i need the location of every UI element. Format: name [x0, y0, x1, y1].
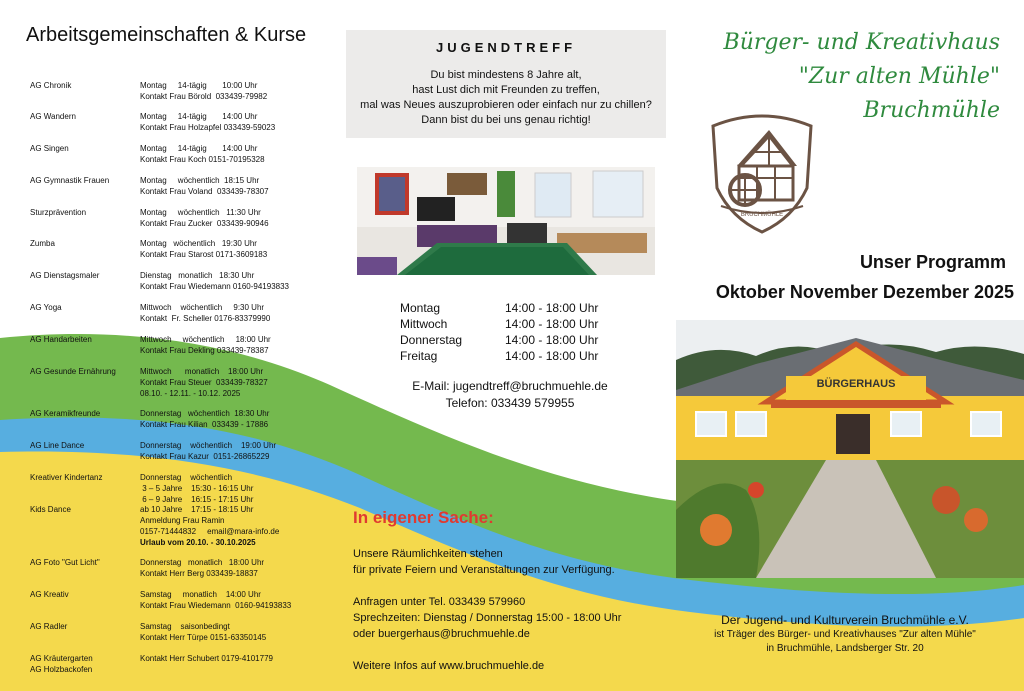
jugendtreff-box	[346, 30, 666, 138]
hours-day: Mittwoch	[400, 317, 448, 331]
course-name: AG Keramikfreunde	[30, 409, 101, 418]
course-detail-line: Mittwoch monatlich 18:00 Uhr	[140, 367, 264, 376]
hours-day: Donnerstag	[400, 333, 463, 347]
course-details	[140, 207, 340, 229]
course-detail-line: 0157-71444832 email@mara-info.de	[140, 527, 280, 536]
course-detail-line: Anmeldung Frau Ramin	[140, 516, 225, 525]
course-details	[140, 270, 340, 292]
hours-day: Freitag	[400, 349, 438, 363]
hours-time: 14:00 - 18:00 Uhr	[505, 301, 599, 315]
course-name: AG Chronik	[30, 81, 72, 90]
course-details	[140, 302, 340, 324]
jugendtreff-hours	[400, 300, 598, 364]
jugendtreff-text-line: hast Lust dich mit Freunden zu treffen,	[412, 84, 600, 96]
course-detail-line: Montag wöchentlich 11:30 Uhr	[140, 208, 261, 217]
eig-line: für private Feiern und Veranstaltungen zur Verfügung.	[353, 564, 615, 576]
course-name: Zumba	[30, 239, 55, 248]
course-detail-line: Kontakt Frau Koch 0151-70195328	[140, 155, 265, 164]
course-detail-line: Montag 14-tägig 14:00 Uhr	[140, 144, 258, 153]
course-detail-line: Kontakt Herr Türpe 0151-63350145	[140, 633, 267, 642]
course-name: AG Gymnastik Frauen	[30, 176, 110, 185]
course-name: AG Wandern	[30, 112, 76, 121]
hours-time: 14:00 - 18:00 Uhr	[505, 317, 599, 331]
eig-paragraph	[353, 658, 653, 674]
course-detail-line: Kontakt Herr Berg 033439-18837	[140, 569, 258, 578]
hours-row	[400, 300, 598, 316]
course-detail-line: 6 – 9 Jahre 16:15 - 17:15 Uhr	[140, 495, 254, 504]
buergerhaus-photo	[676, 320, 1024, 578]
course-details	[140, 472, 340, 505]
hours-time: 14:00 - 18:00 Uhr	[505, 349, 599, 363]
course-detail-line: ab 10 Jahre 17:15 - 18:15 Uhr	[140, 505, 254, 514]
course-detail-line: Kontakt Frau Wiedemann 0160-94193833	[140, 282, 289, 291]
jugendtreff-contact	[360, 378, 660, 412]
course-details	[140, 408, 340, 430]
course-detail-line: Montag wöchentlich 18:15 Uhr	[140, 176, 260, 185]
course-name: Sturzprävention	[30, 208, 87, 217]
jugendtreff-text-line: mal was Neues auszuprobieren oder einfach nur zu chillen?	[360, 99, 652, 111]
hours-time: 14:00 - 18:00 Uhr	[505, 333, 599, 347]
course-detail-line: Donnerstag wöchentlich	[140, 473, 233, 482]
course-name: Kreativer Kindertanz	[30, 473, 103, 482]
course-detail-line: Kontakt Frau Zucker 033439-90946	[140, 219, 269, 228]
course-details	[140, 621, 340, 643]
eig-line[interactable]: oder buergerhaus@bruchmuehle.de	[353, 628, 530, 640]
course-details	[140, 504, 340, 548]
eig-line: Anfragen unter Tel. 033439 579960	[353, 596, 526, 608]
house-sign-text: BÜRGERHAUS	[816, 378, 896, 390]
course-name: AG Radler	[30, 622, 68, 631]
course-name: AG Holzbackofen	[30, 665, 93, 674]
course-detail-line: Kontakt Frau Dekling 033439-78387	[140, 346, 269, 355]
course-name: AG Kräutergarten	[30, 654, 93, 663]
course-name: AG Yoga	[30, 303, 62, 312]
course-note: Urlaub vom 20.10. - 30.10.2025	[140, 538, 256, 547]
course-details	[140, 440, 340, 462]
course-detail-line: Kontakt Frau Kilian 033439 - 17886	[140, 420, 269, 429]
jugendtreff-phone: Telefon: 033439 579955	[445, 396, 575, 410]
jugendtreff-title: JUGENDTREFF	[435, 40, 577, 55]
course-details	[140, 366, 340, 399]
course-detail-line: Mittwoch wöchentlich 18:00 Uhr	[140, 335, 271, 344]
course-detail-line: Kontakt Frau Starost 0171-3609183	[140, 250, 268, 259]
eig-paragraph	[353, 594, 653, 642]
verein-name: Der Jugend- und Kulturverein Bruchmühle e.V.	[721, 613, 969, 627]
hours-row	[400, 332, 598, 348]
verein-address: in Bruchmühle, Landsberger Str. 20	[766, 643, 924, 654]
course-detail-line: Montag 14-tägig 10:00 Uhr	[140, 81, 258, 90]
course-detail-line: 3 – 5 Jahre 15:30 - 16:15 Uhr	[140, 484, 254, 493]
course-details	[140, 143, 340, 165]
course-details	[140, 653, 340, 664]
hours-row	[400, 316, 598, 332]
course-name: AG Line Dance	[30, 441, 85, 450]
mill-logo	[703, 108, 821, 236]
course-details	[140, 238, 340, 260]
verein-info	[680, 612, 1010, 656]
eig-line[interactable]: Weitere Infos auf www.bruchmuehle.de	[353, 660, 545, 672]
jugendtreff-text	[346, 68, 666, 128]
program-period: Oktober November Dezember 2025	[715, 282, 1014, 302]
course-name: AG Gesunde Ernährung	[30, 367, 116, 376]
courses-title: Arbeitsgemeinschaften & Kurse	[26, 24, 307, 46]
house-title-line: "Zur alten Mühle"	[798, 64, 1000, 89]
course-detail-line: Kontakt Frau Börold 033439-79982	[140, 92, 268, 101]
course-name: Kids Dance	[30, 505, 71, 514]
course-details	[140, 80, 340, 102]
eig-paragraph	[353, 546, 653, 578]
course-detail-line: Montag 14-tägig 14:00 Uhr	[140, 112, 258, 121]
logo-text: BRUCHMÜHLE	[740, 212, 784, 218]
hours-day: Montag	[400, 301, 441, 315]
eigener-sache-text	[353, 546, 653, 674]
course-details	[140, 589, 340, 611]
course-detail-line: Mittwoch wöchentlich 9:30 Uhr	[140, 303, 265, 312]
course-detail-line: Samstag monatlich 14:00 Uhr	[140, 590, 261, 599]
house-title-line: Bürger- und Kreativhaus	[723, 30, 1000, 55]
course-name: AG Dienstagsmaler	[30, 271, 100, 280]
course-detail-line: Kontakt Frau Holzapfel 033439-59023	[140, 123, 276, 132]
eig-line: Unsere Räumlichkeiten stehen	[353, 548, 503, 560]
jugendtreff-text-line: Du bist mindestens 8 Jahre alt,	[430, 69, 582, 81]
eig-line: Sprechzeiten: Dienstag / Donnerstag 15:00 - 18:00 Uhr	[353, 612, 622, 624]
jugendtreff-email[interactable]: E-Mail: jugendtreff@bruchmuehle.de	[412, 379, 608, 393]
jugendtreff-text-line: Dann bist du bei uns genau richtig!	[421, 114, 591, 126]
course-details	[140, 557, 340, 579]
course-details	[140, 334, 340, 356]
course-detail-line: Kontakt Fr. Scheller 0176-83379990	[140, 314, 271, 323]
course-detail-line: Kontakt Frau Wiedemann 0160-94193833	[140, 601, 292, 610]
course-name: AG Foto "Gut Licht"	[30, 558, 100, 567]
verein-subtitle: ist Träger des Bürger- und Kreativhauses "Zur alten Mühle"	[714, 629, 976, 640]
course-detail-line: Kontakt Frau Steuer 033439-78327	[140, 378, 268, 387]
course-detail-line: Samstag saisonbedingt	[140, 622, 230, 631]
course-details	[140, 111, 340, 133]
course-detail-line: Dienstag monatlich 18:30 Uhr	[140, 271, 255, 280]
course-name: AG Singen	[30, 144, 69, 153]
jugendtreff-room-photo	[357, 167, 655, 275]
eigener-sache-title: In eigener Sache:	[353, 508, 494, 527]
hours-row	[400, 348, 598, 364]
course-detail-line: Donnerstag monatlich 18:00 Uhr	[140, 558, 265, 567]
course-name: AG Handarbeiten	[30, 335, 92, 344]
course-detail-line: Kontakt Frau Voland 033439-78307	[140, 187, 269, 196]
course-detail-line: 08.10. - 12.11. - 10.12. 2025	[140, 389, 241, 398]
course-detail-line: Montag wöchentlich 19:30 Uhr	[140, 239, 257, 248]
house-title-line: Bruchmühle	[863, 98, 1000, 123]
course-details	[140, 175, 340, 197]
course-detail-line: Kontakt Herr Schubert 0179-4101779	[140, 654, 273, 663]
course-detail-line: Kontakt Frau Kazur 0151-26865229	[140, 452, 270, 461]
course-detail-line: Donnerstag wöchentlich 18:30 Uhr	[140, 409, 270, 418]
course-name: AG Kreativ	[30, 590, 69, 599]
course-detail-line: Donnerstag wöchentlich 19:00 Uhr	[140, 441, 277, 450]
program-title: Unser Programm	[859, 252, 1006, 272]
